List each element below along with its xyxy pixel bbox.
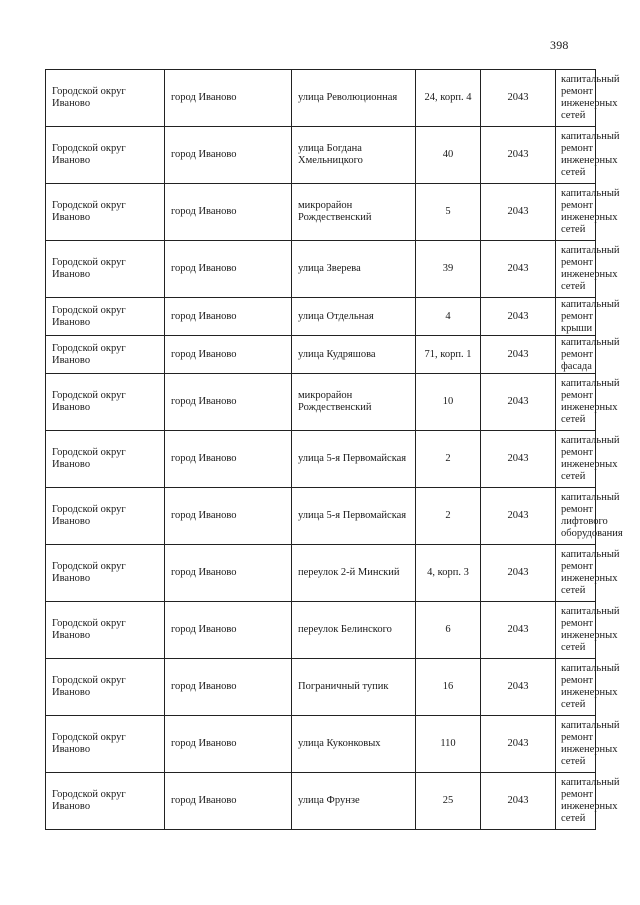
work-type-cell: капитальный ремонт фасада (556, 336, 596, 374)
year-cell: 2043 (481, 298, 556, 336)
house-cell: 6 (416, 602, 481, 659)
municipality-cell: Городской округ Иваново (46, 602, 165, 659)
house-cell: 24, корп. 4 (416, 70, 481, 127)
street-cell: переулок Белинского (292, 602, 416, 659)
city-cell: город Иваново (165, 716, 292, 773)
municipality-cell: Городской округ Иваново (46, 70, 165, 127)
work-type-cell: капитальный ремонт инженерных сетей (556, 431, 596, 488)
house-cell: 16 (416, 659, 481, 716)
year-cell: 2043 (481, 127, 556, 184)
city-cell: город Иваново (165, 374, 292, 431)
work-type-cell: капитальный ремонт инженерных сетей (556, 184, 596, 241)
work-type-cell: капитальный ремонт инженерных сетей (556, 773, 596, 830)
city-cell: город Иваново (165, 659, 292, 716)
table-row (46, 127, 596, 184)
year-cell: 2043 (481, 431, 556, 488)
street-cell: переулок 2-й Минский (292, 545, 416, 602)
house-cell: 2 (416, 431, 481, 488)
table-row (46, 716, 596, 773)
year-cell: 2043 (481, 184, 556, 241)
table-row (46, 184, 596, 241)
street-cell: улица Революционная (292, 70, 416, 127)
house-cell: 10 (416, 374, 481, 431)
year-cell: 2043 (481, 545, 556, 602)
house-cell: 39 (416, 241, 481, 298)
city-cell: город Иваново (165, 241, 292, 298)
municipality-cell: Городской округ Иваново (46, 336, 165, 374)
city-cell: город Иваново (165, 773, 292, 830)
work-type-cell: капитальный ремонт инженерных сетей (556, 70, 596, 127)
year-cell: 2043 (481, 716, 556, 773)
city-cell: город Иваново (165, 488, 292, 545)
year-cell: 2043 (481, 602, 556, 659)
city-cell: город Иваново (165, 184, 292, 241)
work-type-cell: капитальный ремонт инженерных сетей (556, 716, 596, 773)
year-cell: 2043 (481, 773, 556, 830)
year-cell: 2043 (481, 70, 556, 127)
work-type-cell: капитальный ремонт инженерных сетей (556, 241, 596, 298)
table-row (46, 488, 596, 545)
municipality-cell: Городской округ Иваново (46, 773, 165, 830)
street-cell: улица Богдана Хмельницкого (292, 127, 416, 184)
municipality-cell: Городской округ Иваново (46, 241, 165, 298)
street-cell: улица Зверева (292, 241, 416, 298)
year-cell: 2043 (481, 241, 556, 298)
municipality-cell: Городской округ Иваново (46, 184, 165, 241)
municipality-cell: Городской округ Иваново (46, 545, 165, 602)
year-cell: 2043 (481, 659, 556, 716)
work-type-cell: капитальный ремонт лифтового оборудования (556, 488, 596, 545)
table-row (46, 70, 596, 127)
table-row (46, 773, 596, 830)
work-type-cell: капитальный ремонт крыши (556, 298, 596, 336)
work-type-cell: капитальный ремонт инженерных сетей (556, 602, 596, 659)
street-cell: улица Фрунзе (292, 773, 416, 830)
street-cell: Пограничный тупик (292, 659, 416, 716)
municipality-cell: Городской округ Иваново (46, 127, 165, 184)
work-type-cell: капитальный ремонт инженерных сетей (556, 127, 596, 184)
house-cell: 25 (416, 773, 481, 830)
house-cell: 110 (416, 716, 481, 773)
street-cell: улица Отдельная (292, 298, 416, 336)
city-cell: город Иваново (165, 545, 292, 602)
municipality-cell: Городской округ Иваново (46, 431, 165, 488)
city-cell: город Иваново (165, 127, 292, 184)
city-cell: город Иваново (165, 298, 292, 336)
work-type-cell: капитальный ремонт инженерных сетей (556, 374, 596, 431)
table-row (46, 431, 596, 488)
city-cell: город Иваново (165, 70, 292, 127)
street-cell: улица Куконковых (292, 716, 416, 773)
house-cell: 40 (416, 127, 481, 184)
table-row (46, 659, 596, 716)
table-row (46, 602, 596, 659)
city-cell: город Иваново (165, 602, 292, 659)
house-cell: 2 (416, 488, 481, 545)
street-cell: микрорайон Рождественский (292, 184, 416, 241)
municipality-cell: Городской округ Иваново (46, 298, 165, 336)
municipality-cell: Городской округ Иваново (46, 716, 165, 773)
house-cell: 4, корп. 3 (416, 545, 481, 602)
table-row (46, 298, 596, 336)
house-cell: 4 (416, 298, 481, 336)
repair-schedule-table (45, 69, 623, 830)
city-cell: город Иваново (165, 336, 292, 374)
municipality-cell: Городской округ Иваново (46, 374, 165, 431)
year-cell: 2043 (481, 336, 556, 374)
house-cell: 5 (416, 184, 481, 241)
work-type-cell: капитальный ремонт инженерных сетей (556, 545, 596, 602)
table-row (46, 336, 596, 374)
house-cell: 71, корп. 1 (416, 336, 481, 374)
city-cell: город Иваново (165, 431, 292, 488)
work-type-cell: капитальный ремонт инженерных сетей (556, 659, 596, 716)
street-cell: улица Кудряшова (292, 336, 416, 374)
street-cell: улица 5-я Первомайская (292, 488, 416, 545)
year-cell: 2043 (481, 488, 556, 545)
municipality-cell: Городской округ Иваново (46, 488, 165, 545)
table-row (46, 374, 596, 431)
table-row (46, 545, 596, 602)
page-number: 398 (550, 38, 569, 52)
table-row (46, 241, 596, 298)
street-cell: микрорайон Рождественский (292, 374, 416, 431)
street-cell: улица 5-я Первомайская (292, 431, 416, 488)
year-cell: 2043 (481, 374, 556, 431)
municipality-cell: Городской округ Иваново (46, 659, 165, 716)
